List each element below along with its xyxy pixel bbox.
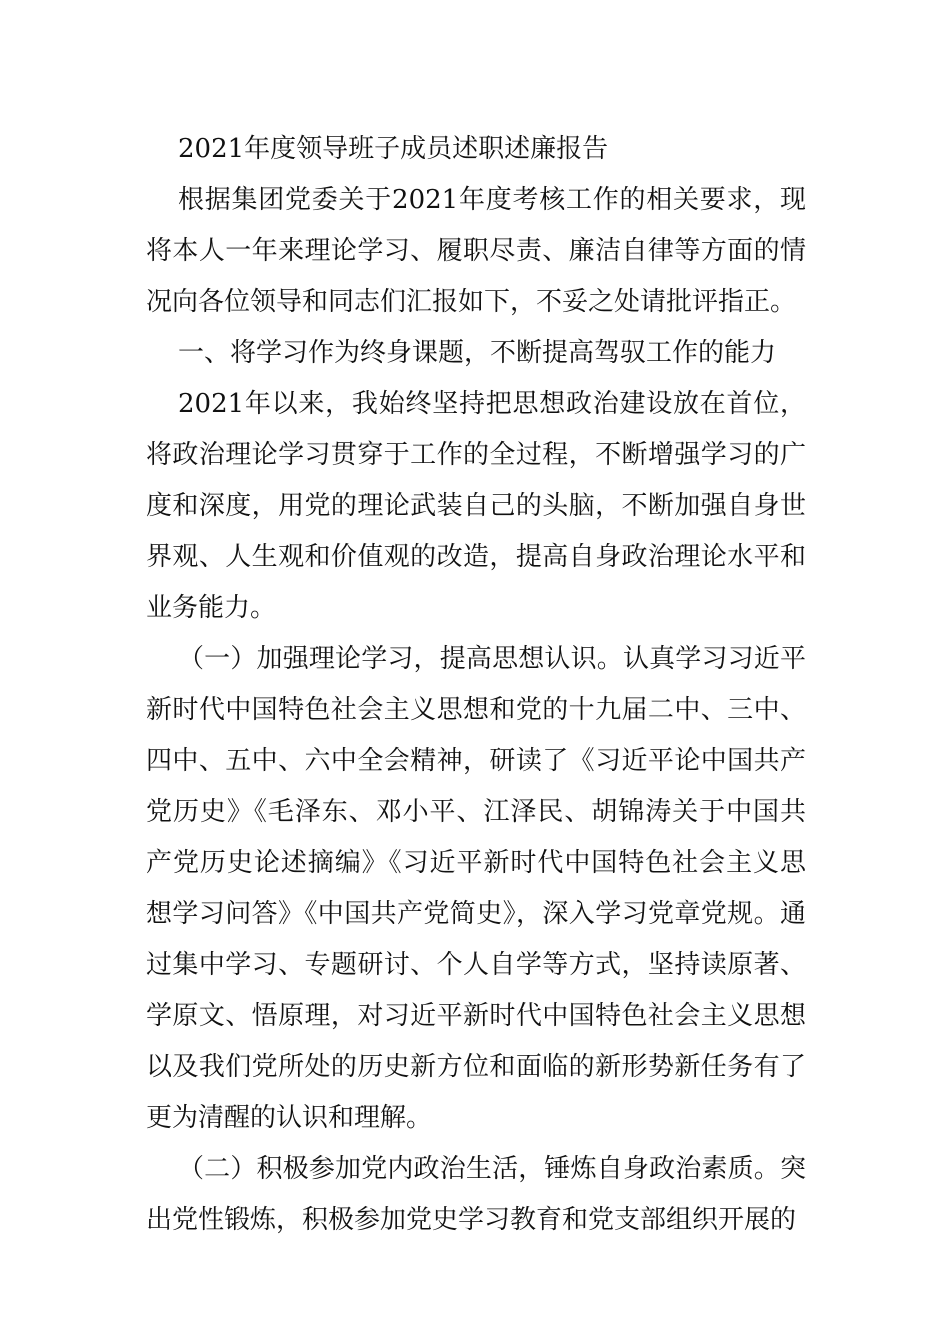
paragraph-subsection-2: （二）积极参加党内政治生活，锤炼自身政治素质。突出党性锻炼，积极参加党史学习教育和党支部组织开展的 <box>146 1154 806 1235</box>
document-title: 2021年度领导班子成员述职述廉报告 <box>178 134 609 164</box>
paragraph-subsection-1: （一）加强理论学习，提高思想认识。认真学习习近平新时代中国特色社会主义思想和党的十九届二中、三中、四中、五中、六中全会精神，研读了《习近平论中国共产党历史》《毛泽东、邓小平、江泽民、胡锦涛关于中国共产党历史论述摘编》《习近平新时代中国特色社会主义思想学习问答》《中国共产党简史》，深入学习党章党规。通过集中学习、专题研讨、个人自学等方式，坚持读原著、学原文、悟原理，对习近平新时代中国特色社会主义思想以及我们党所处的历史新方位和面临的新形势新任务有了更为清醒的认识和理解。 <box>146 644 806 1133</box>
document-body <box>146 124 806 1246</box>
section-heading-1: 一、将学习作为终身课题，不断提高驾驭工作的能力 <box>178 338 777 368</box>
paragraph-intro: 根据集团党委关于2021年度考核工作的相关要求，现将本人一年来理论学习、履职尽责、廉洁自律等方面的情况向各位领导和同志们汇报如下，不妥之处请批评指正。 <box>146 185 806 317</box>
paragraph-overview: 2021年以来，我始终坚持把思想政治建设放在首位，将政治理论学习贯穿于工作的全过程，不断增强学习的广度和深度，用党的理论武装自己的头脑，不断加强自身世界观、人生观和价值观的改造，提高自身政治理论水平和业务能力。 <box>146 389 806 623</box>
